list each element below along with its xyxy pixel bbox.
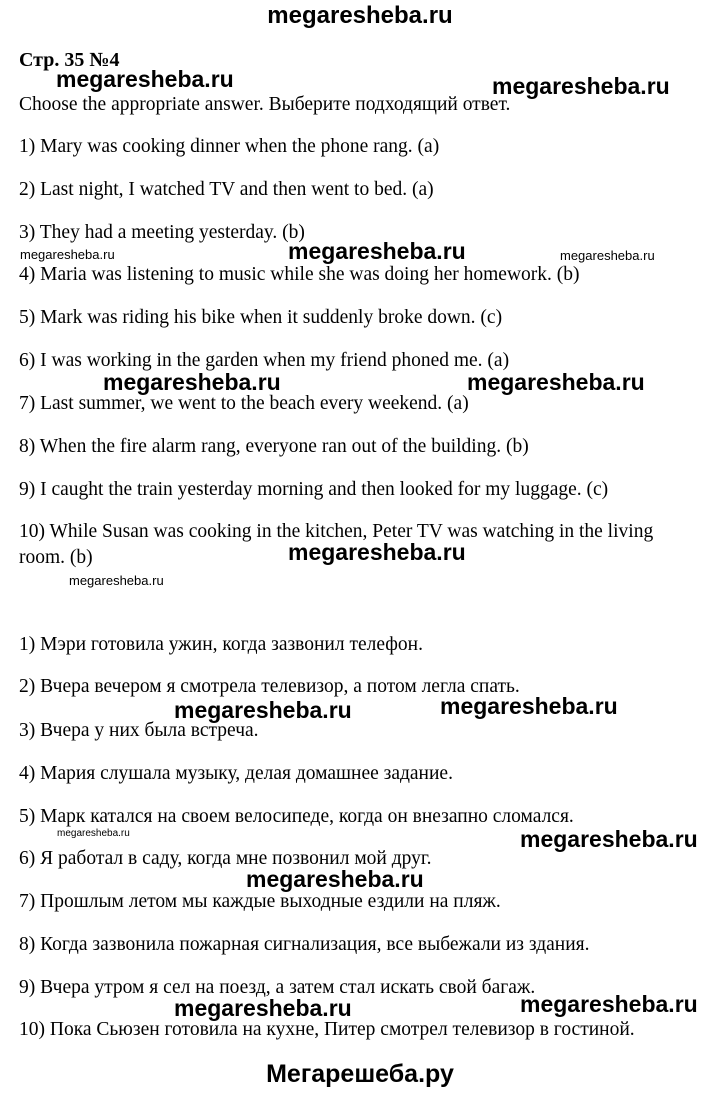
watermark: megaresheba.ru	[520, 826, 698, 852]
russian-line: 8) Когда зазвонила пожарная сигнализация, все выбежали из здания.	[19, 934, 590, 955]
watermark: megaresheba.ru	[520, 991, 698, 1017]
russian-line: 4) Мария слушала музыку, делая домашнее задание.	[19, 763, 453, 784]
russian-line: 7) Прошлым летом мы каждые выходные ездили на пляж.	[19, 891, 501, 912]
english-line: 1) Mary was cooking dinner when the phone rang. (a)	[19, 136, 440, 157]
watermark: megaresheba.ru	[492, 73, 670, 99]
russian-line: 5) Марк катался на своем велосипеде, когда он внезапно сломался.	[19, 806, 574, 827]
english-line: 2) Last night, I watched TV and then went to bed. (a)	[19, 179, 434, 200]
watermark: megaresheba.ru	[56, 66, 234, 92]
english-line: 9) I caught the train yesterday morning and then looked for my luggage. (c)	[19, 479, 609, 500]
english-line: 8) When the fire alarm rang, everyone ran out of the building. (b)	[19, 436, 529, 457]
russian-line: 3) Вчера у них была встреча.	[19, 720, 259, 741]
watermark: megaresheba.ru	[246, 866, 424, 892]
watermark: megaresheba.ru	[20, 247, 115, 262]
english-line: 10) While Susan was cooking in the kitchen, Peter TV was watching in the living	[19, 521, 654, 542]
russian-line: 1) Мэри готовила ужин, когда зазвонил телефон.	[19, 634, 423, 655]
english-line: 7) Last summer, we went to the beach every weekend. (a)	[19, 393, 469, 414]
watermark: megaresheba.ru	[288, 539, 466, 565]
english-line: 4) Maria was listening to music while she was doing her homework. (b)	[19, 264, 580, 285]
page-title: Стр. 35 №4	[19, 49, 120, 71]
english-line: 5) Mark was riding his bike when it suddenly broke down. (c)	[19, 307, 503, 328]
watermark: megaresheba.ru	[57, 828, 130, 839]
watermark: megaresheba.ru	[288, 238, 466, 264]
russian-line: 6) Я работал в саду, когда мне позвонил мой друг.	[19, 848, 432, 869]
watermark: megaresheba.ru	[103, 369, 281, 395]
site-header: megaresheba.ru	[267, 2, 453, 29]
watermark: megaresheba.ru	[69, 573, 164, 588]
english-line: 3) They had a meeting yesterday. (b)	[19, 222, 305, 243]
instruction: Choose the appropriate answer. Выберите подходящий ответ.	[19, 94, 511, 115]
russian-line: 2) Вчера вечером я смотрела телевизор, а потом легла спать.	[19, 676, 520, 697]
russian-line: 10) Пока Сьюзен готовила на кухне, Питер смотрел телевизор в гостиной.	[19, 1019, 635, 1040]
english-line: room. (b)	[19, 547, 93, 568]
watermark: megaresheba.ru	[467, 369, 645, 395]
watermark: megaresheba.ru	[440, 693, 618, 719]
watermark: megaresheba.ru	[174, 697, 352, 723]
english-line: 6) I was working in the garden when my friend phoned me. (a)	[19, 350, 510, 371]
watermark: megaresheba.ru	[560, 248, 655, 263]
watermark: megaresheba.ru	[174, 995, 352, 1021]
russian-line: 9) Вчера утром я сел на поезд, а затем стал искать свой багаж.	[19, 977, 536, 998]
site-footer: Мегарешеба.ру	[266, 1060, 454, 1088]
